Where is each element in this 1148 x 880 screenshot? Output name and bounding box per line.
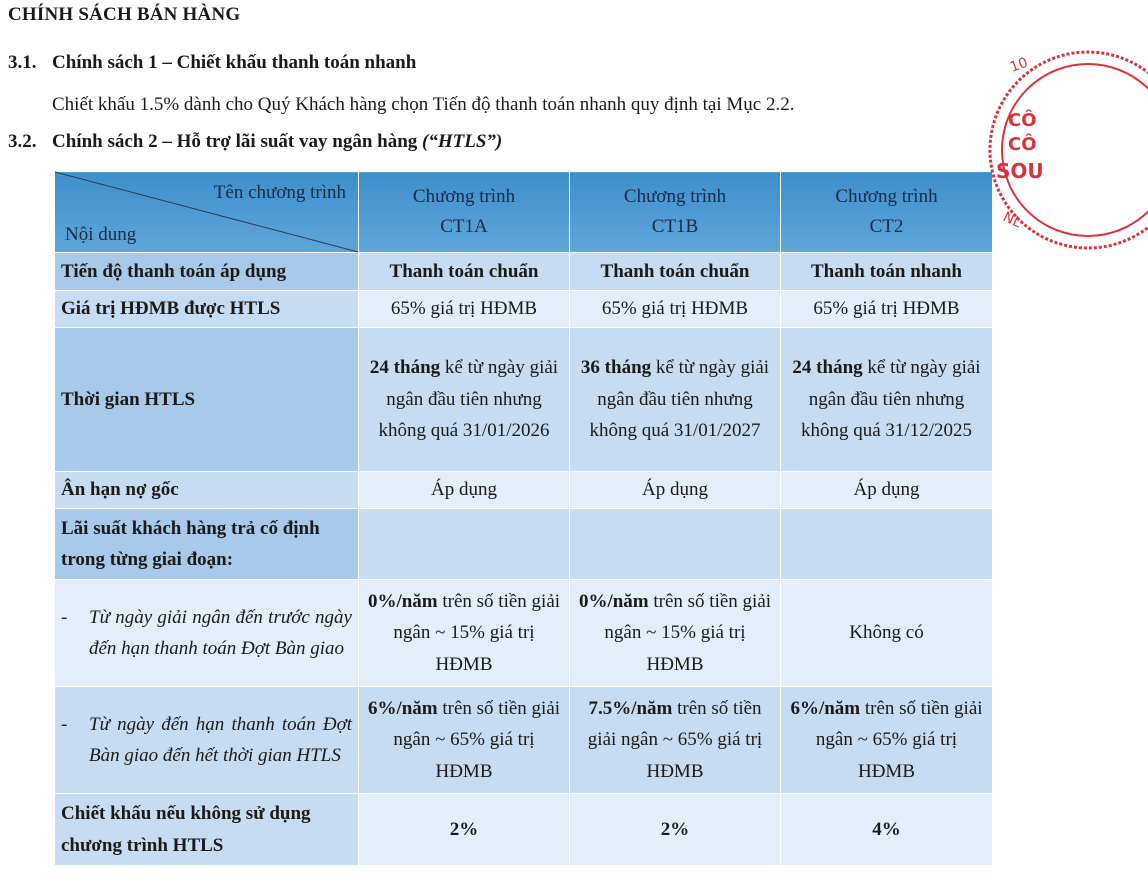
corner-header-cell bbox=[55, 172, 359, 253]
page-heading: CHÍNH SÁCH BÁN HÀNG bbox=[8, 4, 241, 25]
cell-value: Áp dụng bbox=[359, 472, 570, 509]
cell-value: 2% bbox=[359, 794, 570, 866]
cell-rest: trên số tiền giải ngân ~ 15% giá trị HĐMB bbox=[604, 590, 772, 675]
cell-value: Thanh toán nhanh bbox=[781, 253, 993, 291]
table-row-rate-header bbox=[55, 509, 993, 580]
program-line1: Chương trình bbox=[835, 186, 938, 207]
program-line2: CT1B bbox=[651, 216, 699, 237]
cell-value: Áp dụng bbox=[570, 472, 781, 509]
cell-value: 4% bbox=[781, 794, 993, 866]
cell-rest: kể từ ngày giải ngân đầu tiên nhưng không quá 31/01/2027 bbox=[589, 357, 770, 442]
program-line2: CT1A bbox=[440, 216, 488, 237]
bullet-text: Từ ngày đến hạn thanh toán Đợt Bàn giao đến hết thời gian HTLS bbox=[89, 713, 352, 766]
cell-value bbox=[359, 328, 570, 472]
cell-value: 65% giá trị HĐMB bbox=[359, 291, 570, 328]
row-label bbox=[55, 580, 359, 687]
cell-value bbox=[781, 580, 993, 687]
cell-empty bbox=[570, 509, 781, 580]
program-header-ct1b bbox=[570, 172, 781, 253]
bullet-text: Từ ngày giải ngân đến trước ngày đến hạn thanh toán Đợt Bàn giao bbox=[89, 606, 352, 659]
program-line1: Chương trình bbox=[623, 186, 727, 207]
bullet-dash: - bbox=[61, 713, 68, 735]
cell-value: Thanh toán chuẩn bbox=[359, 253, 570, 291]
program-header-ct1a bbox=[359, 172, 570, 253]
cell-bold: 7.5%/năm bbox=[588, 697, 673, 719]
svg-text:CÔ: CÔ bbox=[1008, 134, 1037, 155]
cell-rest: trên số tiền giải ngân ~ 65% giá trị HĐMB bbox=[587, 697, 763, 782]
section-number: 3.2. bbox=[8, 131, 37, 152]
svg-text:SOU: SOU bbox=[996, 159, 1044, 183]
cell-value bbox=[359, 580, 570, 687]
row-label: Ân hạn nợ gốc bbox=[55, 472, 359, 509]
cell-bold: 24 tháng bbox=[792, 357, 863, 379]
row-label: Thời gian HTLS bbox=[55, 328, 359, 472]
cell-bold: 0%/năm bbox=[578, 590, 649, 612]
section-number: 3.1. bbox=[8, 52, 37, 73]
cell-empty bbox=[781, 509, 993, 580]
row-label: Tiến độ thanh toán áp dụng bbox=[55, 253, 359, 291]
cell-value: Áp dụng bbox=[781, 472, 993, 509]
section-title-italic: (“HTLS”) bbox=[422, 131, 503, 152]
row-label: Lãi suất khách hàng trả cố định trong từng giai đoạn: bbox=[55, 509, 359, 580]
program-line2: CT2 bbox=[869, 216, 904, 237]
seal-graphic bbox=[988, 30, 1148, 250]
table-row-value bbox=[55, 291, 993, 328]
section-title-text: Chính sách 1 – Chiết khấu thanh toán nhanh bbox=[52, 52, 417, 73]
row-label bbox=[55, 687, 359, 794]
cell-bold: 0%/năm bbox=[367, 590, 438, 612]
svg-text:CÔ: CÔ bbox=[1008, 110, 1037, 131]
cell-bold: 6%/năm bbox=[790, 697, 861, 719]
program-line1: Chương trình bbox=[412, 186, 516, 207]
cell-rest: Không có bbox=[849, 622, 924, 644]
corner-top-label: Tên chương trình bbox=[213, 182, 346, 203]
bullet-dash: - bbox=[61, 606, 68, 628]
cell-rest: trên số tiền giải ngân ~ 65% giá trị HĐMB bbox=[815, 697, 983, 782]
policy-table bbox=[54, 171, 993, 866]
cell-bold: 24 tháng bbox=[369, 357, 441, 379]
cell-value bbox=[570, 328, 781, 472]
cell-value: 65% giá trị HĐMB bbox=[781, 291, 993, 328]
table-row-grace bbox=[55, 472, 993, 509]
table-row-period1 bbox=[55, 580, 993, 687]
row-label: Giá trị HĐMB được HTLS bbox=[55, 291, 359, 328]
cell-rest: trên số tiền giải ngân ~ 65% giá trị HĐMB bbox=[393, 697, 561, 782]
table-row-period2 bbox=[55, 687, 993, 794]
cell-bold: 6%/năm bbox=[367, 697, 438, 719]
cell-rest: trên số tiền giải ngân ~ 15% giá trị HĐMB bbox=[393, 590, 561, 675]
cell-value bbox=[570, 687, 781, 794]
cell-value: 65% giá trị HĐMB bbox=[570, 291, 781, 328]
cell-value bbox=[781, 328, 993, 472]
cell-value bbox=[359, 687, 570, 794]
svg-text:10: 10 bbox=[1007, 54, 1031, 76]
section-3-2-title bbox=[8, 131, 502, 153]
company-seal-stamp bbox=[988, 30, 1048, 250]
row-label: Chiết khấu nếu không sử dụng chương trình HTLS bbox=[55, 794, 359, 866]
cell-value bbox=[570, 580, 781, 687]
cell-rest: kể từ ngày giải ngân đầu tiên nhưng không quá 31/12/2025 bbox=[801, 357, 981, 442]
section-3-1-body: Chiết khấu 1.5% dành cho Quý Khách hàng chọn Tiến độ thanh toán nhanh quy định tại Mục 2.2. bbox=[52, 94, 795, 115]
table-header-row bbox=[55, 172, 993, 253]
section-title-text: Chính sách 2 – Hỗ trợ lãi suất vay ngân hàng bbox=[52, 131, 418, 152]
cell-value bbox=[781, 687, 993, 794]
table-row-duration bbox=[55, 328, 993, 472]
section-3-1-title bbox=[8, 52, 416, 74]
corner-bottom-label: Nội dung bbox=[65, 224, 137, 245]
cell-value: Thanh toán chuẩn bbox=[570, 253, 781, 291]
cell-value: 2% bbox=[570, 794, 781, 866]
table-row-discount bbox=[55, 794, 993, 866]
cell-bold: 36 tháng bbox=[580, 357, 652, 379]
svg-text:NL: NL bbox=[1000, 209, 1024, 232]
cell-empty bbox=[359, 509, 570, 580]
cell-rest: kể từ ngày giải ngân đầu tiên nhưng không quá 31/01/2026 bbox=[378, 357, 559, 442]
program-header-ct2 bbox=[781, 172, 993, 253]
table-row-schedule bbox=[55, 253, 993, 291]
